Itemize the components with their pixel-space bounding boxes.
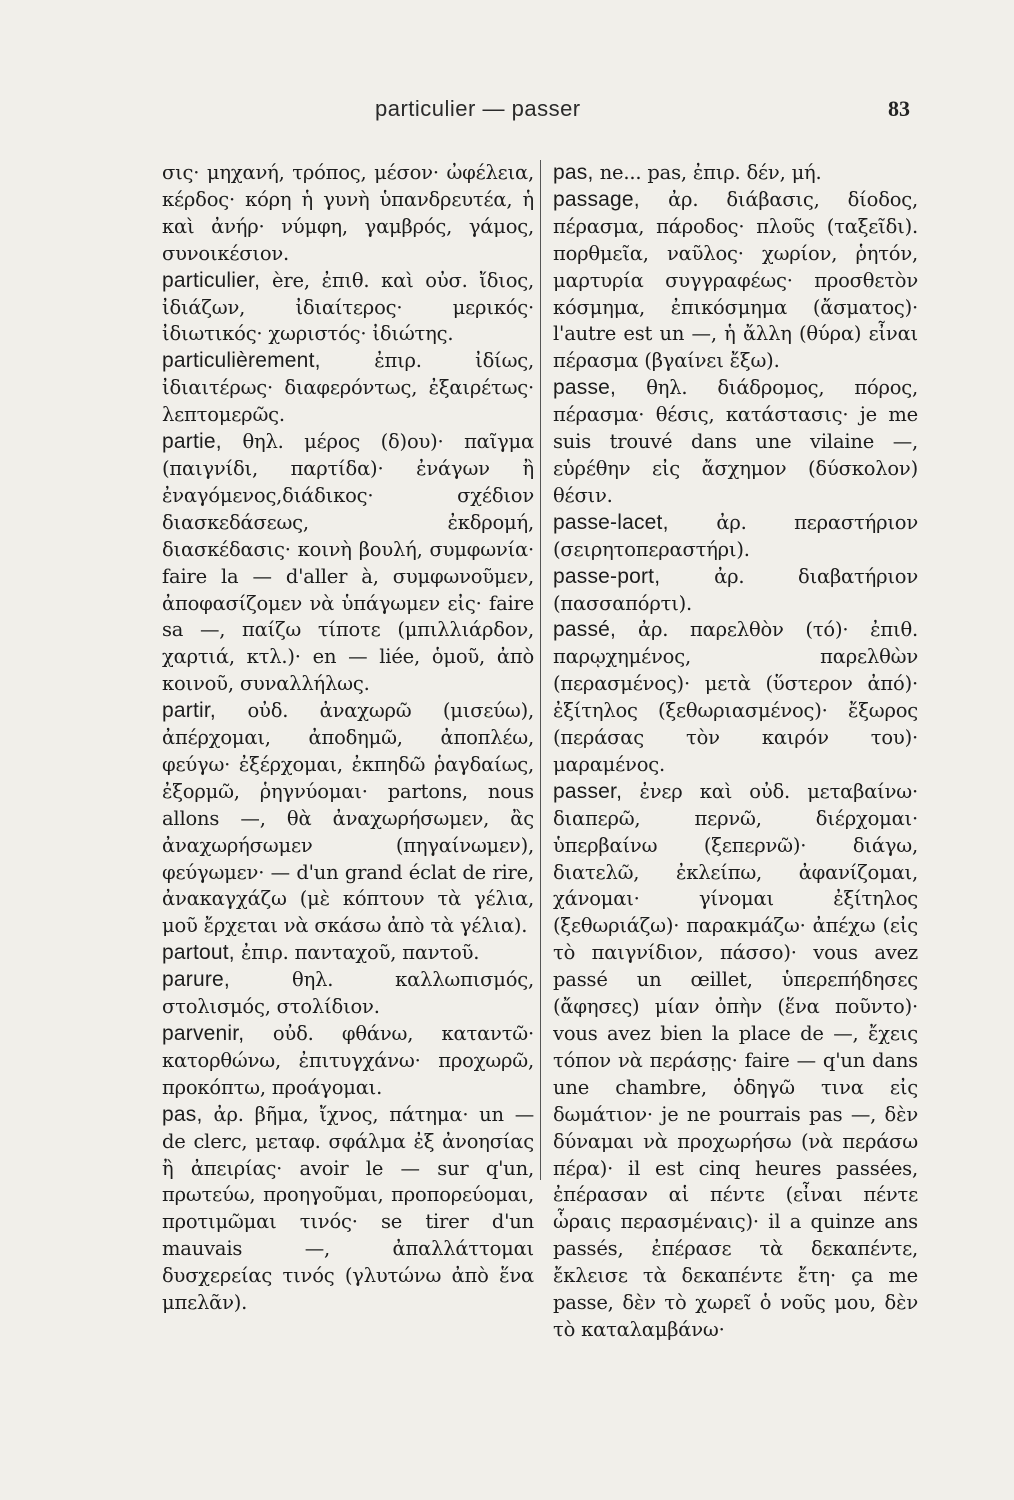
page-header-title: particulier — passer [375, 96, 581, 121]
dictionary-entry [553, 160, 918, 187]
entry-headword: partir, [162, 699, 216, 723]
entry-headword: passé, [553, 618, 617, 642]
dictionary-entry [162, 268, 534, 349]
entry-headword: passe, [553, 376, 617, 400]
dictionary-entry [162, 429, 534, 698]
dictionary-entry [162, 940, 534, 967]
dictionary-entry [553, 564, 918, 618]
dictionary-entry [162, 1021, 534, 1102]
dictionary-entry [162, 348, 534, 429]
entry-definition: ἐπιρ. ἰδίως, ἰδιαιτέρως· διαφερόντως, ἐξαιρέτως· λεπτομερῶς. [162, 349, 534, 427]
running-head [150, 96, 910, 128]
entry-definition: σις· μηχανή, τρόπος, μέσον· ὠφέλεια, κέρδος· κόρη ἡ γυνὴ ὑπανδρευτέα, ἡ καὶ ἀνήρ· νύμφη, γαμβρός, γάμος, συνοικέσιον. [162, 161, 534, 265]
entry-definition: ἀρ. παρελθὸν (τό)· ἐπιθ. παρῳχημένος, παρελθὼν (περασμένος)· μετὰ (ὕστερον ἀπό)· ἐξίτηλος (ξεθωριασμένος)· ἔξωρος (περάσας τὸν καιρόν του)· μαραμένος. [553, 618, 918, 776]
entry-headword: particulier, [162, 268, 261, 292]
right-column [553, 160, 918, 1380]
entry-headword: partie, [162, 430, 222, 454]
entry-definition: ἀρ. βῆμα, ἴχνος, πάτημα· un — de clerc, μεταφ. σφάλμα ἐξ ἀνοησίας ἢ ἀπειρίας· avoir le — sur q'un, πρωτεύω, προηγοῦμαι, προπορεύομαι, προτιμῶμαι τινός· se tirer d'un mauvais —, ἀπαλλάττομαι δυσχερείας τινός (γλυτώνω ἀπὸ ἕνα μπελᾶν). [162, 1102, 534, 1315]
left-column [162, 160, 534, 1380]
entry-definition: θηλ. μέρος (δ)ου)· παῖγμα (παιγνίδι, παρτίδα)· ἐνάγων ἢ ἐναγόμενος,διάδικος· σχέδιον διασκεδάσεως, ἐκδρομή, διασκέδασις· κοινὴ βουλή, συμφωνία· faire la — d'aller à, συμφωνοῦμεν, ἀποφασίζομεν νὰ ὑπάγωμεν εἰς· faire sa —, παίζω τίποτε (μπιλλιάρδον, χαρτιά, κτλ.)· en — liée, ὁμοῦ, ἀπὸ κοινοῦ, συναλλήλως. [162, 430, 534, 696]
entry-headword: parvenir, [162, 1022, 245, 1045]
dictionary-entry [553, 779, 918, 1344]
entry-definition: ère, ἐπιθ. καὶ οὐσ. ἴδιος, ἰδιάζων, ἰδιαίτερος· μερικός· ἰδιωτικός· χωριστός· ἰδιώτης. [162, 268, 534, 346]
dictionary-entry [162, 698, 534, 940]
entry-headword: pas, [162, 1102, 203, 1126]
entry-headword: particulièrement, [162, 349, 321, 373]
dictionary-entry [162, 1102, 534, 1317]
entry-definition: ἀρ. διάβασις, δίοδος, πέρασμα, πάροδος· πλοῦς (ταξεῖδι). πορθμεῖα, ναῦλος· χωρίον, ῥητόν, μαρτυρία συγγραφέως· προσθετὸν κόσμημα, ἐπικόσμημα (ἄσματος)· l'autre est un —, ἡ ἄλλη (θύρα) εἶναι πέρασμα (βγαίνει ἔξω). [553, 187, 918, 373]
entry-definition: ἀρ. περαστήριον (σειρητοπεραστήρι). [553, 510, 918, 561]
entry-definition: ἐπιρ. πανταχοῦ, παντοῦ. [241, 941, 480, 965]
dictionary-entry [162, 160, 534, 268]
entry-headword: pas, [553, 161, 594, 184]
page-number: 83 [888, 96, 910, 121]
entry-headword: partout, [162, 941, 235, 965]
entry-headword: passer, [553, 779, 623, 803]
dictionary-entry [553, 617, 918, 778]
entry-headword: passe-lacet, [553, 510, 669, 534]
entry-definition: θηλ. καλλωπισμός, στολισμός, στολίδιον. [162, 968, 534, 1019]
entry-headword: passage, [553, 187, 640, 211]
dictionary-entry [162, 967, 534, 1021]
entry-definition: οὐδ. ἀναχωρῶ (μισεύω), ἀπέρχομαι, ἀποδημῶ, ἀποπλέω, φεύγω· ἐξέρχομαι, ἐκπηδῶ ῥαγδαίως, ἐξορμῶ, ῥηγνύομαι· partons, nous allons —, θὰ ἀναχωρήσωμεν, ἂς ἀναχωρήσωμεν (πηγαίνωμεν), φεύγωμεν· — d'un grand éclat de rire, ἀνακαγχάζω (μὲ κόπτουν τὰ γέλια, μοῦ ἔρχεται νὰ σκάσω ἀπὸ τὰ γέλια). [162, 699, 534, 938]
entry-definition: οὐδ. φθάνω, καταντῶ· κατορθώνω, ἐπιτυγχάνω· προχωρῶ, προκόπτω, προάγομαι. [162, 1022, 534, 1099]
dictionary-entry [553, 375, 918, 510]
column-divider [540, 160, 541, 1180]
entry-definition: ἀρ. διαβατήριον (πασσαπόρτι). [553, 564, 918, 615]
entry-definition: ἐνερ καὶ οὐδ. μεταβαίνω· διαπερῶ, περνῶ, διέρχομαι· ὑπερβαίνω (ξεπερνῶ)· διάγω, διατελῶ, ἐκλείπω, ἀφανίζομαι, χάνομαι· γίνομαι ἐξίτηλος (ξεθωριάζω)· παρακμάζω· ἀπέχω (εἰς τὸ παιγνίδιον, πάσσο)· vous avez passé un œillet, ὑπερεπήδησες (ἄφησες) μίαν ὀπὴν (ἕνα ποῦντο)· vous avez bien la place de —, ἔχεις τόπον νὰ περάσῃς· faire — q'un dans une chambre, ὁδηγῶ τινα εἰς δωμάτιον· je ne pourrais pas —, δὲν δύναμαι νὰ προχωρήσω (νὰ περάσω πέρα)· il est cinq heures passées, ἐπέρασαν αἱ πέντε (εἶναι πέντε ὧραις περασμέναις)· il a quinze ans passés, ἐπέρασε τὰ δεκαπέντε, ἔκλεισε τὰ δεκαπέντε ἔτη· ça me passe, δὲν τὸ χωρεῖ ὁ νοῦς μου, δὲν τὸ καταλαμβάνω· [553, 779, 918, 1341]
entry-headword: passe-port, [553, 564, 661, 588]
entry-headword: parure, [162, 968, 230, 992]
entry-definition: ne... pas, ἐπιρ. δέν, μή. [599, 161, 822, 184]
dictionary-entry [553, 187, 918, 375]
entry-definition: θηλ. διάδρομος, πόρος, πέρασμα· θέσις, κατάστασις· je me suis trouvé dans une vilaine —, εὑρέθην εἰς ἄσχημον (δύσκολον) θέσιν. [553, 376, 918, 507]
dictionary-entry [553, 510, 918, 564]
